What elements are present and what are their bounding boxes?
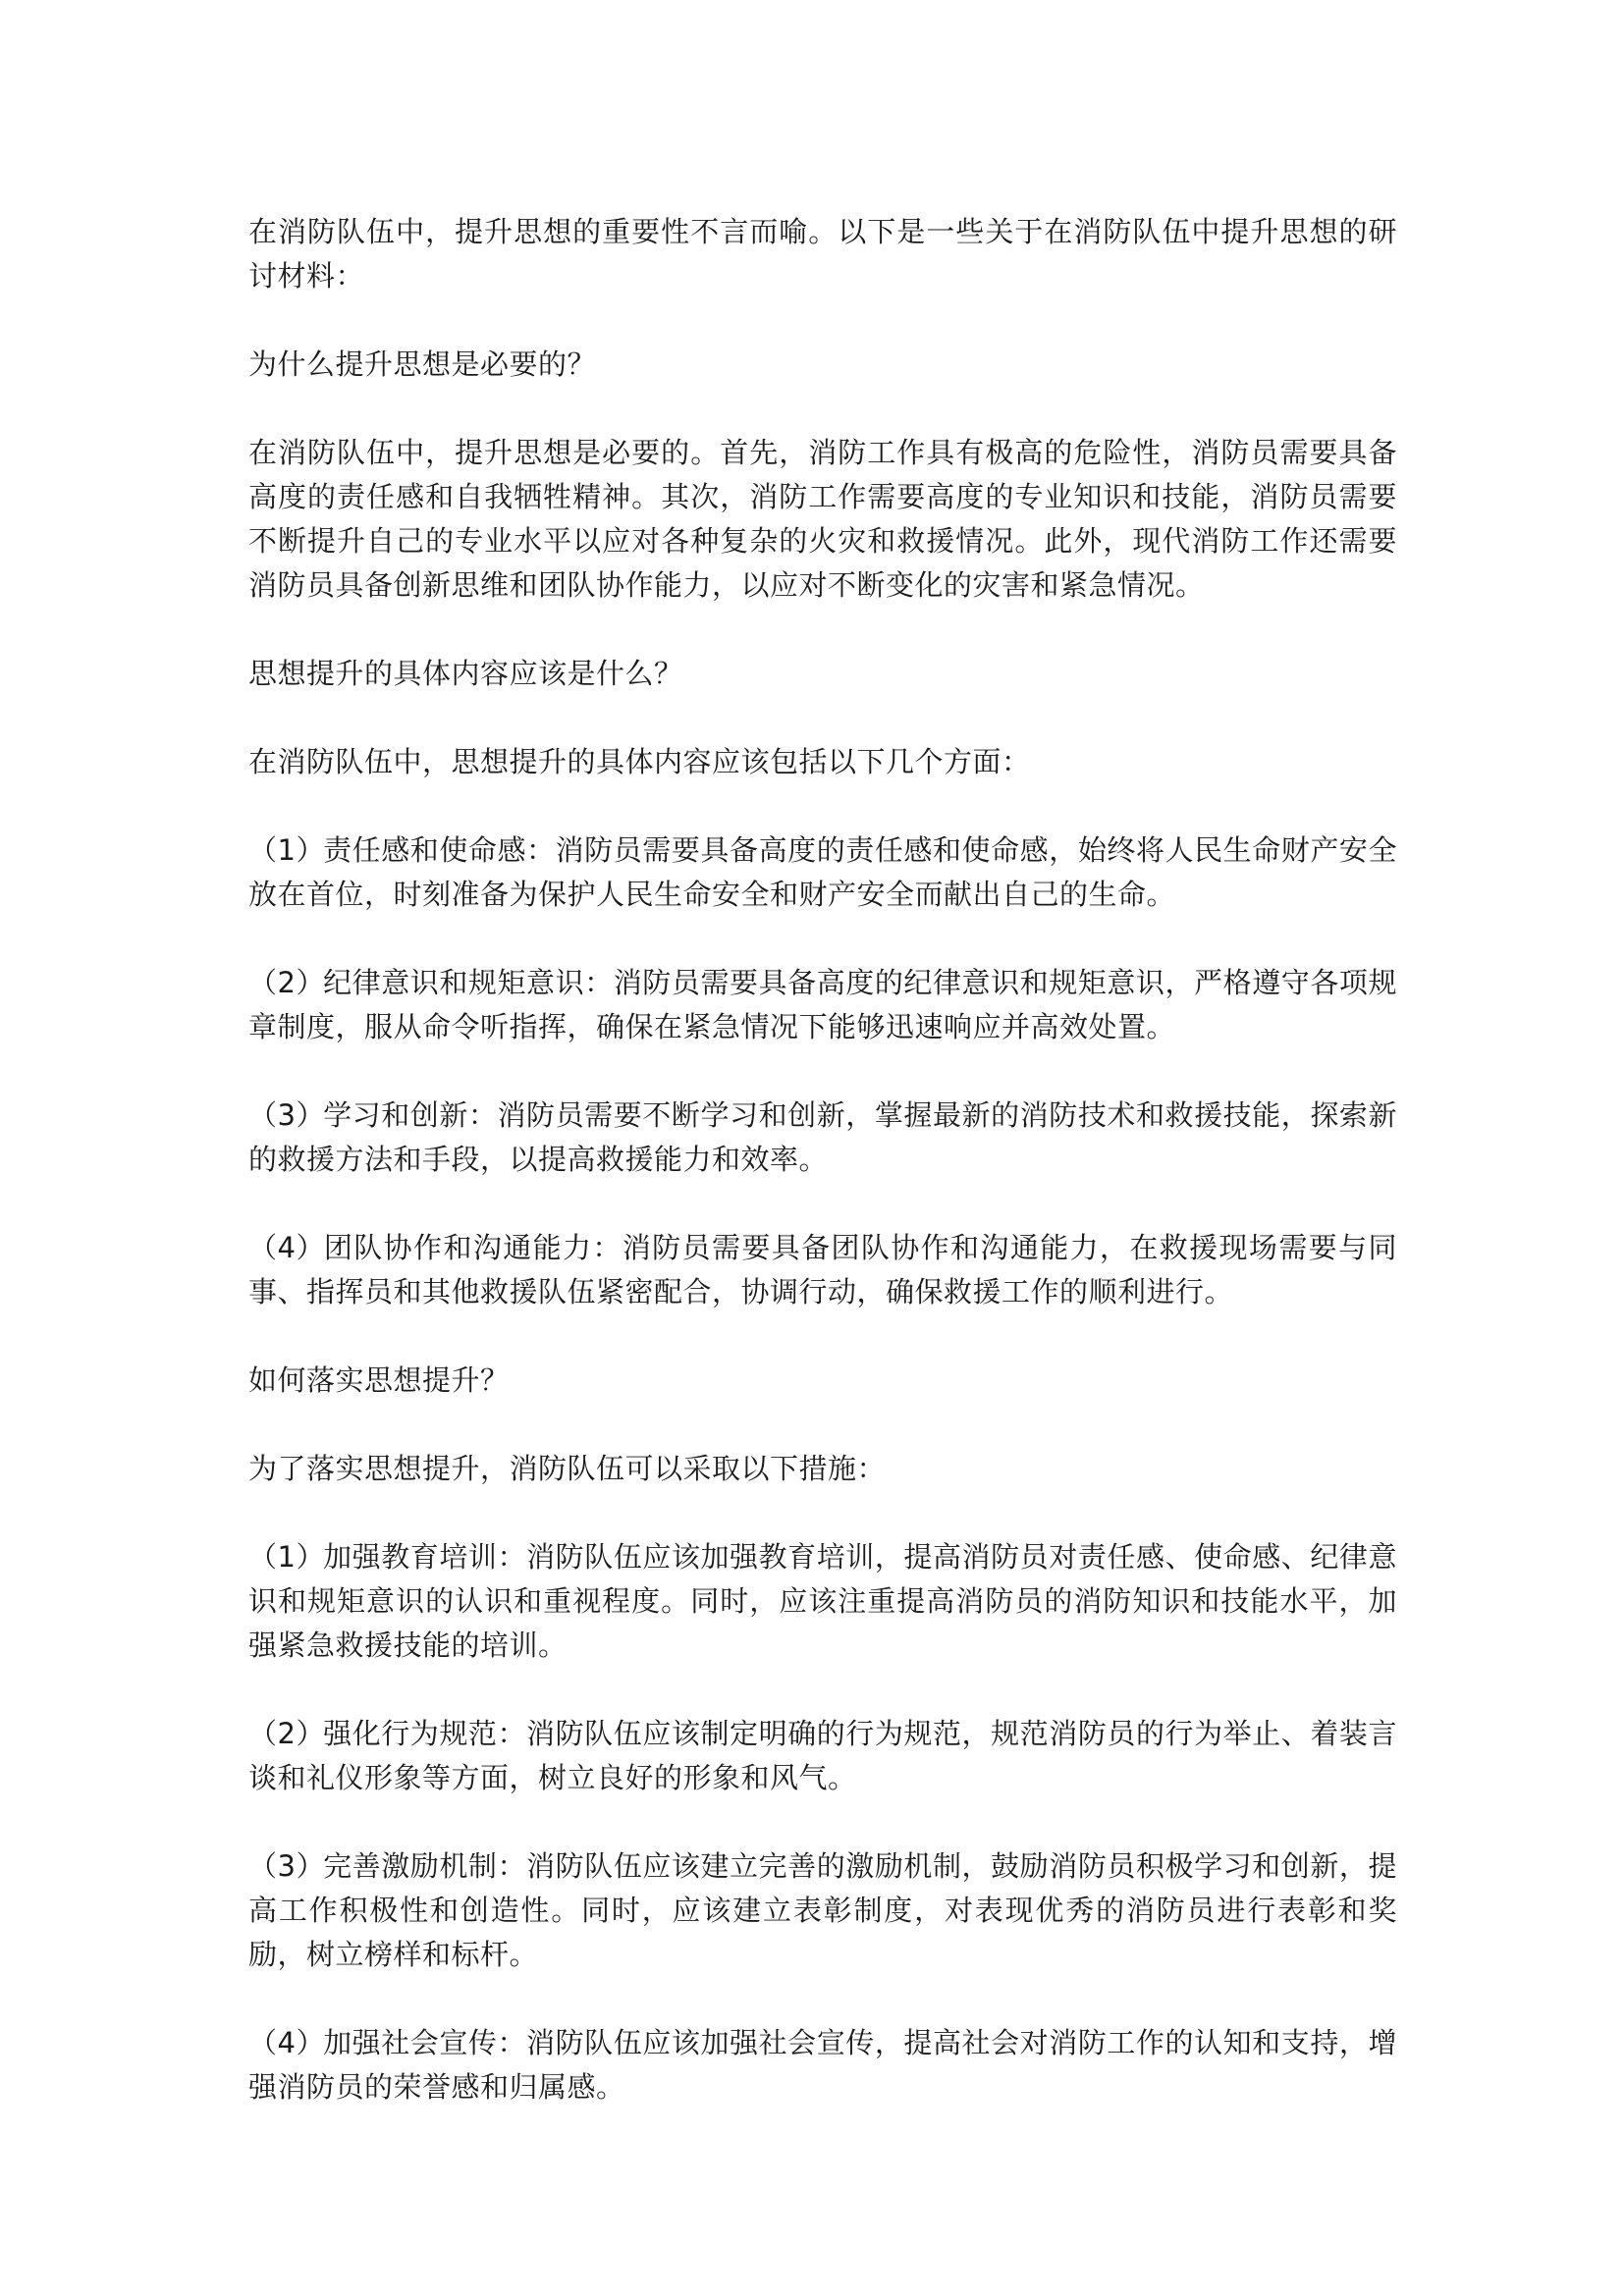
item-text: 团队协作和沟通能力：消防员需要具备团队协作和沟通能力，在救援现场需要与同事、指挥员和其他救援队伍紧密配合，协调行动，确保救援工作的顺利进行。 (248, 1231, 1397, 1308)
section3-lead: 为了落实思想提升，消防队伍可以采取以下措施： (248, 1452, 887, 1485)
section2-item-1 (248, 828, 1397, 917)
item-text: 完善激励机制：消防队伍应该建立完善的激励机制，鼓励消防员积极学习和创新，提高工作积极性和创造性。同时，应该建立表彰制度，对表现优秀的消防员进行表彰和奖励，树立榜样和标杆。 (248, 1849, 1397, 1971)
item-text: 责任感和使命感：消防员需要具备高度的责任感和使命感，始终将人民生命财产安全放在首位，时刻准备为保护人民生命安全和财产安全而献出自己的生命。 (248, 833, 1397, 911)
section1-body: 在消防队伍中，提升思想是必要的。首先，消防工作具有极高的危险性，消防员需要具备高度的责任感和自我牺牲精神。其次，消防工作需要高度的专业知识和技能，消防员需要不断提升自己的专业水平以应对各种复杂的火灾和救援情况。此外，现代消防工作还需要消防员具备创新思维和团队协作能力，以应对不断变化的灾害和紧急情况。 (248, 436, 1397, 602)
section3-item-4 (248, 2021, 1397, 2109)
section1-heading: 为什么提升思想是必要的？ (248, 347, 597, 381)
item-number: （3） (248, 1098, 325, 1132)
section3-item-2 (248, 1712, 1397, 1800)
section3-item-3 (248, 1844, 1397, 1977)
item-number: （3） (248, 1849, 325, 1883)
section2-heading: 思想提升的具体内容应该是什么？ (248, 657, 683, 690)
section3-item-1 (248, 1535, 1397, 1668)
item-text: 加强社会宣传：消防队伍应该加强社会宣传，提高社会对消防工作的认知和支持，增强消防员的荣誉感和归属感。 (248, 2026, 1397, 2104)
document-page (248, 210, 1397, 2154)
section3-heading: 如何落实思想提升？ (248, 1363, 510, 1397)
item-number: （4） (248, 2026, 325, 2059)
item-text: 强化行为规范：消防队伍应该制定明确的行为规范，规范消防员的行为举止、着装言谈和礼仪形象等方面，树立良好的形象和风气。 (248, 1717, 1397, 1794)
item-number: （4） (248, 1231, 325, 1264)
item-number: （2） (248, 1717, 325, 1750)
item-number: （2） (248, 966, 325, 999)
section2-item-4 (248, 1226, 1397, 1314)
item-text: 加强教育培训：消防队伍应该加强教育培训，提高消防员对责任感、使命感、纪律意识和规矩意识的认识和重视程度。同时，应该注重提高消防员的消防知识和技能水平，加强紧急救援技能的培训。 (248, 1540, 1397, 1662)
item-number: （1） (248, 833, 325, 867)
section2-item-3 (248, 1094, 1397, 1182)
item-number: （1） (248, 1540, 325, 1574)
intro-paragraph: 在消防队伍中，提升思想的重要性不言而喻。以下是一些关于在消防队伍中提升思想的研讨材料： (248, 215, 1397, 293)
section2-lead: 在消防队伍中，思想提升的具体内容应该包括以下几个方面： (248, 745, 1031, 778)
item-text: 学习和创新：消防员需要不断学习和创新，掌握最新的消防技术和救援技能，探索新的救援方法和手段，以提高救援能力和效率。 (248, 1098, 1397, 1176)
section2-item-2 (248, 961, 1397, 1049)
item-text: 纪律意识和规矩意识：消防员需要具备高度的纪律意识和规矩意识，严格遵守各项规章制度，服从命令听指挥，确保在紧急情况下能够迅速响应并高效处置。 (248, 966, 1397, 1043)
